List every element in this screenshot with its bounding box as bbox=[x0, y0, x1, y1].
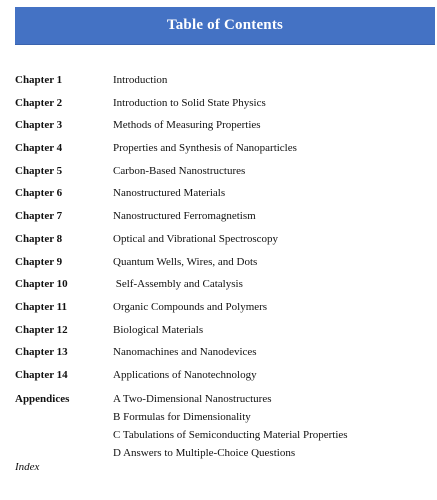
chapter-title: Introduction to Solid State Physics bbox=[113, 96, 266, 109]
chapter-title: Applications of Nanotechnology bbox=[113, 368, 257, 381]
appendix-item-c[interactable]: C Tabulations of Semiconducting Material Properties bbox=[113, 428, 348, 441]
chapter-label: Chapter 11 bbox=[15, 300, 68, 313]
chapter-label: Chapter 13 bbox=[15, 346, 68, 359]
toc-row-chapter-5[interactable] bbox=[15, 163, 435, 186]
chapter-title: Carbon-Based Nanostructures bbox=[113, 164, 246, 177]
toc-row-chapter-7[interactable] bbox=[15, 208, 435, 231]
chapter-label: Chapter 4 bbox=[15, 142, 63, 155]
chapter-label: Chapter 12 bbox=[15, 323, 68, 336]
toc-row-chapter-6[interactable] bbox=[15, 185, 435, 208]
chapter-title: Properties and Synthesis of Nanoparticles bbox=[113, 142, 297, 155]
appendices-section bbox=[15, 390, 435, 462]
chapter-label: Chapter 2 bbox=[15, 96, 63, 109]
chapter-title: Self-Assembly and Catalysis bbox=[113, 278, 243, 291]
appendix-item-a[interactable]: A Two-Dimensional Nanostructures bbox=[113, 392, 272, 405]
chapter-title: Quantum Wells, Wires, and Dots bbox=[113, 255, 258, 268]
chapter-title: Organic Compounds and Polymers bbox=[113, 300, 268, 313]
appendices-label: Appendices bbox=[15, 392, 70, 405]
chapter-label: Chapter 8 bbox=[15, 232, 63, 245]
toc-row-chapter-4[interactable] bbox=[15, 140, 435, 163]
toc-row-chapter-14[interactable] bbox=[15, 367, 435, 390]
chapter-title: Optical and Vibrational Spectroscopy bbox=[113, 232, 279, 245]
chapter-label: Chapter 5 bbox=[15, 164, 63, 177]
toc-row-chapter-1[interactable] bbox=[15, 72, 435, 95]
chapter-label: Chapter 10 bbox=[15, 278, 68, 291]
toc-row-chapter-13[interactable] bbox=[15, 344, 435, 367]
chapter-label: Chapter 3 bbox=[15, 119, 63, 132]
chapter-title: Introduction bbox=[113, 74, 168, 86]
chapter-title: Nanostructured Materials bbox=[113, 187, 226, 200]
toc-list bbox=[15, 72, 435, 462]
toc-row-chapter-10[interactable] bbox=[15, 276, 435, 299]
chapter-label: Chapter 7 bbox=[15, 210, 63, 223]
chapter-label: Chapter 1 bbox=[15, 74, 63, 86]
toc-header bbox=[15, 7, 435, 44]
toc-row-chapter-8[interactable] bbox=[15, 231, 435, 254]
chapter-title: Biological Materials bbox=[113, 323, 204, 336]
chapter-title: Nanostructured Ferromagnetism bbox=[113, 210, 256, 223]
chapter-label: Chapter 9 bbox=[15, 255, 63, 268]
toc-row-chapter-9[interactable] bbox=[15, 254, 435, 277]
appendix-item-d[interactable]: D Answers to Multiple-Choice Questions bbox=[113, 446, 296, 459]
appendix-list bbox=[113, 390, 435, 462]
chapter-title: Methods of Measuring Properties bbox=[113, 119, 261, 132]
chapter-label: Chapter 6 bbox=[15, 187, 63, 200]
toc-row-chapter-12[interactable] bbox=[15, 322, 435, 345]
appendix-item-b[interactable]: B Formulas for Dimensionality bbox=[113, 410, 251, 423]
page-title: Table of Contents bbox=[166, 17, 284, 33]
toc-row-chapter-2[interactable] bbox=[15, 95, 435, 118]
toc-row-chapter-11[interactable] bbox=[15, 299, 435, 322]
toc-row-chapter-3[interactable] bbox=[15, 117, 435, 140]
chapter-label: Chapter 14 bbox=[15, 368, 68, 381]
index-entry[interactable]: Index bbox=[15, 461, 40, 473]
chapter-title: Nanomachines and Nanodevices bbox=[113, 346, 257, 359]
